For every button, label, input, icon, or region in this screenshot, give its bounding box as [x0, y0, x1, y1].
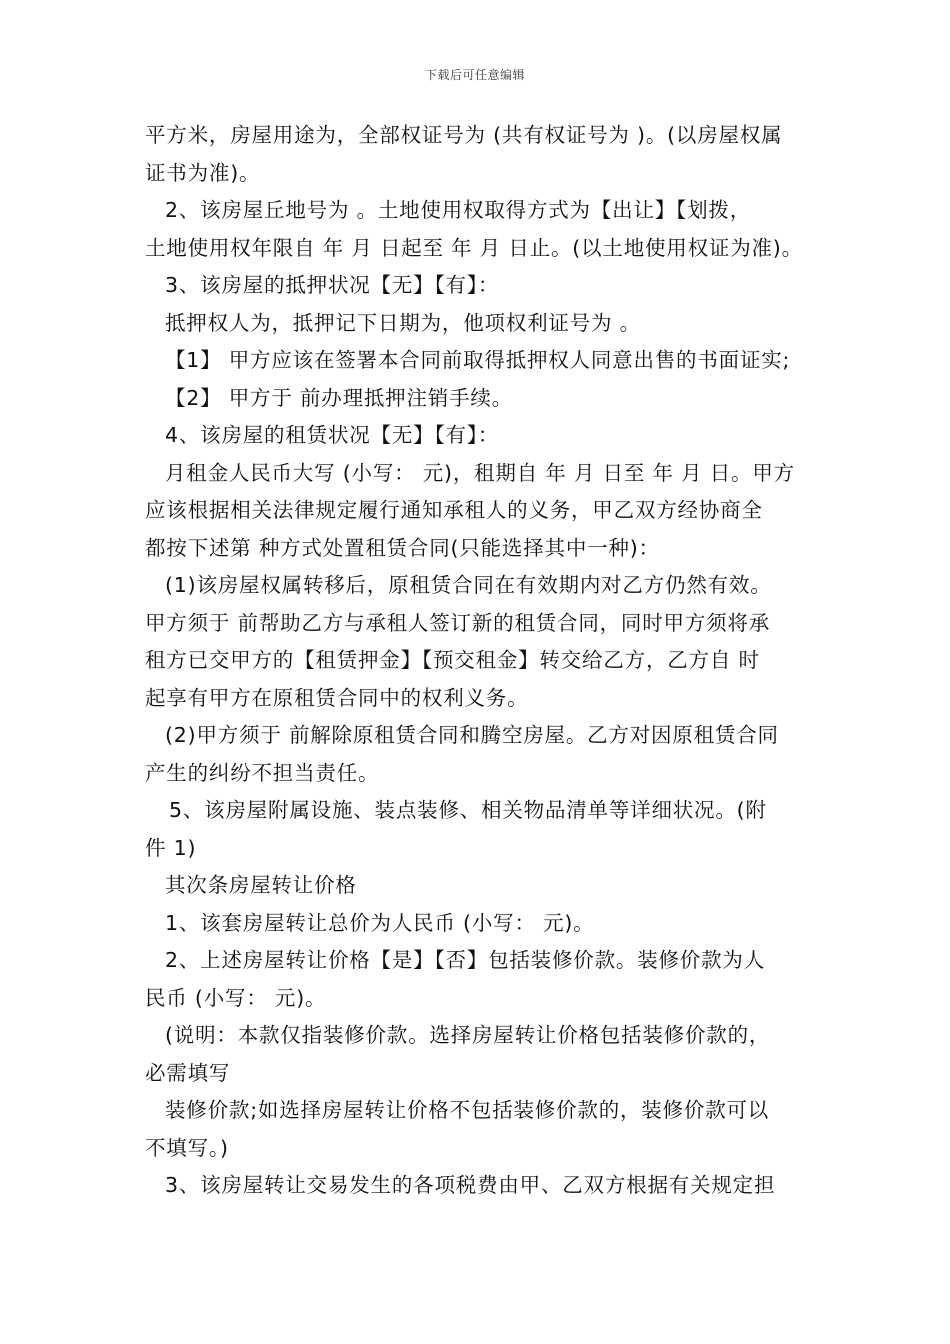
text-line: 证书为准)。 — [145, 160, 261, 185]
text-line: 3、该房屋的抵押状况【无】【有】： — [165, 273, 500, 297]
text-line: (说明：本款仅指装修价款。选择房屋转让价格包括装修价款的， — [165, 1023, 771, 1047]
text-line: 件 1) — [145, 835, 197, 860]
text-line: 2、上述房屋转让价格【是】【否】包括装修价款。装修价款为人 — [165, 948, 765, 972]
text-line: 5、该房屋附属设施、装点装修、相关物品清单等详细状况。(附 — [169, 798, 767, 822]
text-line: 都按下述第 种方式处置租赁合同(只能选择其中一种)： — [145, 535, 660, 560]
text-line: 应该根据相关法律规定履行通知承租人的义务，甲乙双方经协商全 — [145, 498, 763, 522]
text-line: (1)该房屋权属转移后，原租赁合同在有效期内对乙方仍然有效。 — [165, 573, 772, 597]
text-line: 抵押权人为，抵押记下日期为，他项权利证号为 。 — [165, 310, 641, 335]
text-line: 3、该房屋转让交易发生的各项税费由甲、乙双方根据有关规定担 — [165, 1173, 776, 1197]
text-line: 不填写。) — [145, 1135, 229, 1160]
text-line: 装修价款;如选择房屋转让价格不包括装修价款的，装修价款可以 — [165, 1098, 770, 1122]
text-line: 1、该套房屋转让总价为人民币 (小写： 元)。 — [165, 910, 595, 935]
text-line: 【2】 甲方于 前办理抵押注销手续。 — [165, 385, 513, 410]
text-line: 土地使用权年限自 年 月 日起至 年 月 日止。(以土地使用权证为准)。 — [145, 235, 803, 260]
text-line: 民币 (小写： 元)。 — [145, 985, 327, 1010]
text-line: 产生的纠纷不担当责任。 — [145, 760, 380, 785]
page-header-note: 下载后可任意编辑 — [424, 68, 525, 82]
text-line: 平方米，房屋用途为，全部权证号为 (共有权证号为 )。(以房屋权属 — [145, 123, 783, 147]
text-line: 2、该房屋丘地号为 。土地使用权取得方式为【出让】【划拨， — [165, 198, 752, 222]
text-line: 【1】 甲方应该在签署本合同前取得抵押权人同意出售的书面证实; — [165, 348, 791, 372]
section-heading: 其次条房屋转让价格 — [165, 873, 357, 897]
text-line: 甲方须于 前帮助乙方与承租人签订新的租赁合同，同时甲方须将承 — [145, 610, 771, 635]
text-line: 月租金人民币大写 (小写： 元)，租期自 年 月 日至 年 月 日。甲方 — [165, 460, 795, 485]
text-line: 租方已交甲方的【租赁押金】【预交租金】转交给乙方，乙方自 时 — [145, 648, 760, 672]
text-line: (2)甲方须于 前解除原租赁合同和腾空房屋。乙方对因原租赁合同 — [165, 723, 779, 747]
text-line: 起享有甲方在原租赁合同中的权利义务。 — [145, 685, 529, 710]
document-body — [145, 117, 815, 1205]
text-line: 必需填写 — [145, 1060, 231, 1085]
text-line: 4、该房屋的租赁状况【无】【有】： — [165, 423, 500, 447]
